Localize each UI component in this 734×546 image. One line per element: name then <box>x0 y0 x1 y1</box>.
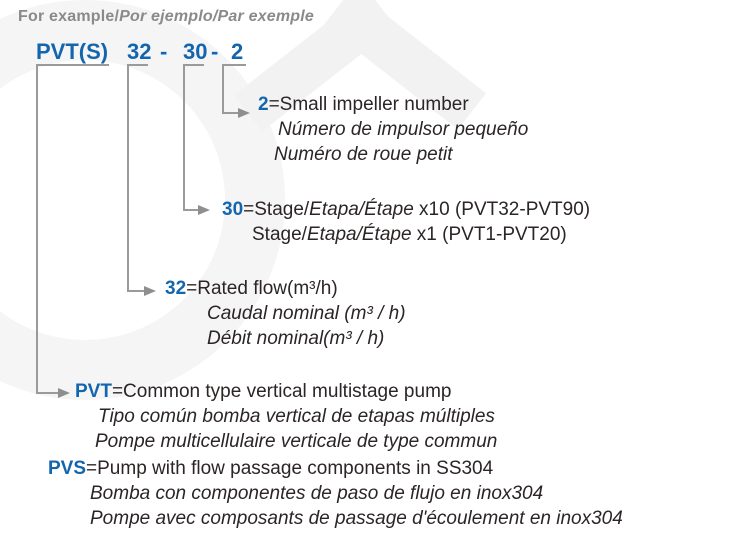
note-desc: =Rated flow(m³/h) <box>186 278 338 299</box>
arrow-right-icon <box>238 108 250 118</box>
code-key: 30 <box>222 199 244 220</box>
arrow-right-icon <box>198 205 210 215</box>
note-desc: Stage/ <box>252 224 307 245</box>
note-line-main <box>258 92 528 117</box>
title-translations: Por ejemplo/Par exemple <box>119 8 315 25</box>
note-stage <box>222 197 590 247</box>
code-key: PVT <box>75 381 112 402</box>
note-pvt-series <box>75 379 497 454</box>
arrow-right-icon <box>144 286 156 296</box>
note-desc-italic: Etapa/Étape <box>306 224 412 245</box>
note-desc: =Stage/ <box>243 199 310 220</box>
code-segment-stage: 30 <box>183 39 208 64</box>
note-desc: x1 (PVT1-PVT20) <box>411 224 567 245</box>
note-line-spanish: Caudal nominal (m³ / h) <box>207 303 406 324</box>
note-line-spanish: Tipo común bomba vertical de etapas múltiples <box>98 406 495 427</box>
note-desc: =Small impeller number <box>268 94 469 115</box>
note-line-main <box>222 197 590 222</box>
note-line-french: Numéro de roue petit <box>274 144 453 165</box>
code-separator: - <box>211 39 219 64</box>
note-rated-flow <box>165 276 406 351</box>
connector-line <box>183 209 198 211</box>
note-desc-italic: Etapa/Étape <box>309 199 414 220</box>
code-key: PVS <box>48 458 87 479</box>
title-english: For example/ <box>18 8 120 25</box>
note-line-french: Débit nominal(m³ / h) <box>207 328 385 349</box>
page-title <box>18 8 314 26</box>
note-desc: x10 (PVT32-PVT90) <box>413 199 591 220</box>
code-segment-flow: 32 <box>127 39 152 64</box>
note-pvs-series <box>48 456 623 531</box>
connector-line <box>183 64 185 211</box>
arrow-right-icon <box>58 388 70 398</box>
connector-line <box>222 64 224 114</box>
note-line-spanish: Número de impulsor pequeño <box>278 119 529 140</box>
code-segment-impeller: 2 <box>231 39 244 64</box>
note-line-french: Pompe avec composants de passage d'écoulement en inox304 <box>90 508 623 529</box>
connector-line <box>222 112 238 114</box>
note-line-french: Pompe multicellulaire verticale de type commun <box>95 431 498 452</box>
note-desc: =Common type vertical multistage pump <box>111 381 452 402</box>
note-line-main <box>48 456 623 481</box>
note-line-main <box>165 276 406 301</box>
note-small-impeller <box>258 92 528 167</box>
connector-line <box>127 290 144 292</box>
note-line-main <box>75 379 497 404</box>
note-line-secondary <box>222 222 590 247</box>
connector-line <box>36 64 38 394</box>
code-segment-series: PVT(S) <box>36 39 109 64</box>
code-separator: - <box>160 39 168 64</box>
code-key: 32 <box>165 278 187 299</box>
note-desc: =Pump with flow passage components in SS304 <box>86 458 494 479</box>
code-key: 2 <box>258 94 269 115</box>
connector-line <box>127 64 129 292</box>
connector-line <box>36 392 58 394</box>
note-line-spanish: Bomba con componentes de paso de flujo en inox304 <box>90 483 544 504</box>
